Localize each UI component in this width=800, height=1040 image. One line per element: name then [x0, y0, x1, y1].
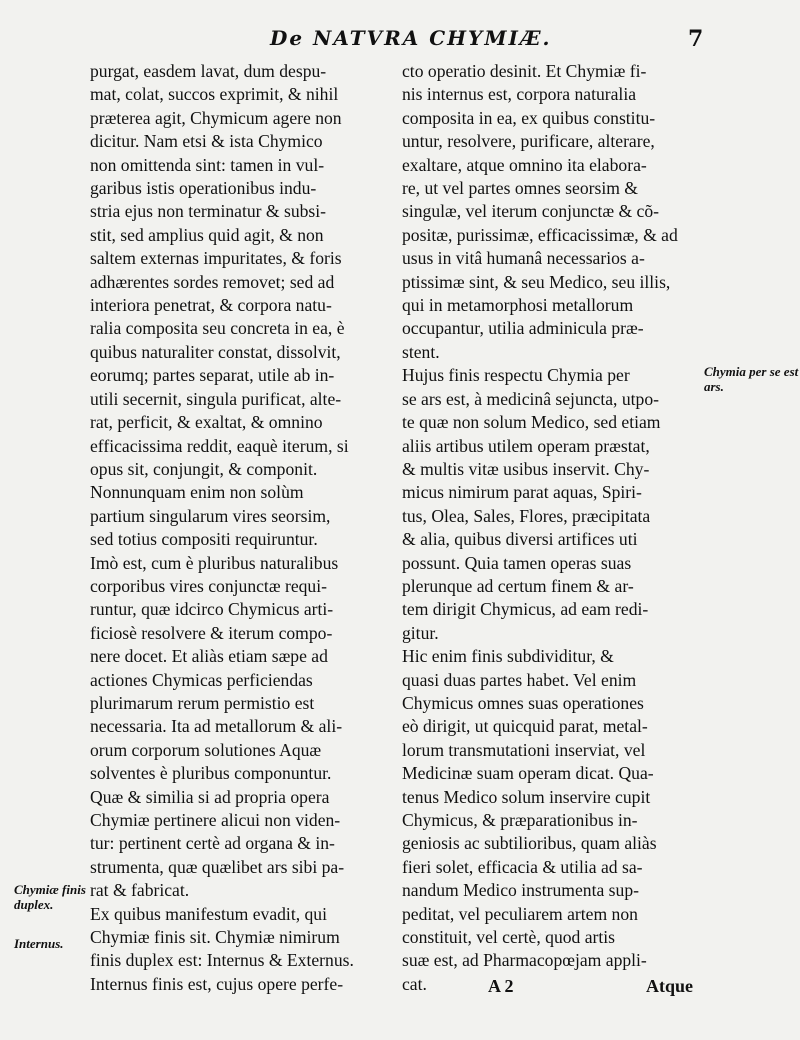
- text-line: quasi duas partes habet. Vel enim: [402, 669, 637, 690]
- text-line: stent.: [402, 341, 440, 362]
- text-line: strumenta, quæ quælibet ars sibi pa-: [90, 856, 345, 877]
- text-line: composita in ea, ex quibus constitu-: [402, 107, 656, 128]
- text-line: fieri solet, efficacia & utilia ad sa-: [402, 856, 643, 877]
- text-line: quibus naturaliter constat, dissolvit,: [90, 341, 341, 362]
- text-line: Chymiæ finis sit. Chymiæ nimirum: [90, 927, 340, 948]
- text-line: qui in metamorphosi metallorum: [402, 295, 634, 316]
- text-line: partium singularum vires seorsim,: [90, 505, 331, 526]
- text-line: garibus istis operationibus indu-: [90, 178, 317, 199]
- text-line: interiora penetrat, & corpora natu-: [90, 295, 332, 316]
- text-line: opus sit, conjungit, & componit.: [90, 458, 318, 479]
- text-line: finis duplex est: Internus & Externus.: [90, 950, 354, 971]
- text-line: usus in vitâ humanâ necessarios a-: [402, 248, 645, 269]
- text-line: re, ut vel partes omnes seorsim &: [402, 178, 638, 199]
- text-line: occupantur, utilia adminicula præ-: [402, 318, 644, 339]
- text-line: ficiosè resolvere & iterum compo-: [90, 622, 333, 643]
- text-line: suæ est, ad Pharmacopœjam appli-: [402, 950, 647, 971]
- text-line: non omittenda sint: tamen in vul-: [90, 154, 325, 175]
- margin-note-left-finis: Chymiæ finis duplex.: [14, 882, 86, 912]
- text-line: Imò est, cum è pluribus naturalibus: [90, 552, 339, 573]
- page-number: 7: [688, 26, 704, 52]
- catchword: Atque: [646, 976, 694, 996]
- text-line: Medicinæ suam operam dicat. Qua-: [402, 763, 654, 784]
- text-line: & multis vitæ usibus inservit. Chy-: [402, 458, 650, 479]
- text-line: untur, resolvere, purificare, alterare,: [402, 131, 655, 152]
- text-line: constituit, vel certè, quod artis: [402, 927, 616, 948]
- text-line: plerunque ad certum finem & ar-: [402, 575, 634, 596]
- running-header: De NATVRA CHYMIÆ.: [270, 26, 552, 50]
- text-line: stria ejus non terminatur & subsi-: [90, 201, 327, 222]
- text-line: necessaria. Ita ad metallorum & ali-: [90, 716, 343, 737]
- text-line: te quæ non solum Medico, sed etiam: [402, 412, 661, 433]
- text-line: possunt. Quia tamen operas suas: [402, 552, 632, 573]
- text-line: Chymicus, & præparationibus in-: [402, 810, 638, 830]
- text-line: nis internus est, corpora naturalia: [402, 84, 637, 105]
- text-line: cto operatio desinit. Et Chymiæ fi-: [402, 61, 647, 81]
- text-line: dicitur. Nam etsi & ista Chymico: [90, 131, 323, 152]
- text-line: lorum transmutationi inserviat, vel: [402, 739, 646, 760]
- text-line: gitur.: [402, 622, 439, 643]
- text-line: corporibus vires conjunctæ requi-: [90, 575, 327, 596]
- text-line: runtur, quæ idcirco Chymicus arti-: [90, 599, 334, 620]
- text-line: Quæ & similia si ad propria opera: [90, 786, 330, 807]
- text-line: Internus finis est, cujus opere perfe-: [90, 973, 344, 994]
- text-line: purgat, easdem lavat, dum despu-: [90, 61, 327, 81]
- signature-mark: A 2: [488, 976, 514, 996]
- text-line: exaltare, atque omnino ita elabora-: [402, 154, 647, 175]
- text-line: rat, perficit, & exaltat, & omnino: [90, 412, 323, 433]
- margin-note-left-internus: Internus.: [14, 936, 64, 951]
- text-line: stit, sed amplius quid agit, & non: [90, 224, 324, 245]
- text-line: solventes è pluribus componuntur.: [90, 763, 332, 784]
- text-line: nere docet. Et aliàs etiam sæpe ad: [90, 646, 328, 667]
- text-line: aliis artibus utilem operam præstat,: [402, 435, 650, 456]
- right-text-column: [402, 60, 702, 996]
- text-line: Chymiæ pertinere alicui non viden-: [90, 810, 341, 830]
- text-line: efficacissima reddit, eaquè iterum, si: [90, 435, 349, 456]
- text-line: saltem externas impuritates, & foris: [90, 248, 342, 269]
- text-line: Ex quibus manifestum evadit, qui: [90, 903, 327, 924]
- text-line: adhærentes sordes removet; sed ad: [90, 271, 335, 292]
- text-line: singulæ, vel iterum conjunctæ & cõ-: [402, 201, 660, 222]
- text-line: mat, colat, succos exprimit, & nihil: [90, 84, 339, 105]
- text-line: sed totius compositi requiruntur.: [90, 529, 318, 550]
- text-line: tenus Medico solum inservire cupit: [402, 786, 651, 807]
- text-line: orum corporum solutiones Aquæ: [90, 739, 322, 760]
- text-line: se ars est, à medicinâ sejuncta, utpo-: [402, 388, 659, 409]
- text-line: micus nimirum parat aquas, Spiri-: [402, 482, 642, 503]
- text-line: geniosis ac subtilioribus, quam aliàs: [402, 833, 657, 854]
- text-line: nandum Medico instrumenta sup-: [402, 880, 639, 901]
- text-line: tur: pertinent certè ad organa & in-: [90, 833, 335, 854]
- text-line: & alia, quibus diversi artifices uti: [402, 529, 638, 550]
- text-line: ralia composita seu concreta in ea, è: [90, 318, 345, 339]
- text-line: Chymicus omnes suas operationes: [402, 692, 644, 713]
- text-line: peditat, vel peculiarem artem non: [402, 903, 638, 924]
- text-line: eorumq; partes separat, utile ab in-: [90, 365, 335, 386]
- text-line: cat.: [402, 973, 427, 994]
- text-line: Hic enim finis subdividitur, &: [402, 646, 614, 667]
- text-line: plurimarum rerum permistio est: [90, 692, 315, 713]
- text-line: tem dirigit Chymicus, ad eam redi-: [402, 599, 649, 620]
- text-line: eò dirigit, ut quicquid parat, metal-: [402, 716, 648, 737]
- text-line: ptissimæ sint, & seu Medico, seu illis,: [402, 271, 671, 292]
- text-line: Nonnunquam enim non solùm: [90, 482, 304, 503]
- text-line: rat & fabricat.: [90, 880, 190, 901]
- margin-note-right: Chymia per se est ars.: [704, 364, 799, 394]
- text-line: positæ, purissimæ, efficacissimæ, & ad: [402, 224, 678, 245]
- left-text-column: [90, 60, 395, 996]
- text-line: actiones Chymicas perficiendas: [90, 669, 313, 690]
- text-line: utili secernit, singula purificat, alte-: [90, 388, 342, 409]
- text-line: præterea agit, Chymicum agere non: [90, 107, 342, 128]
- text-line: Hujus finis respectu Chymia per: [402, 365, 630, 386]
- text-line: tus, Olea, Sales, Flores, præcipitata: [402, 505, 651, 526]
